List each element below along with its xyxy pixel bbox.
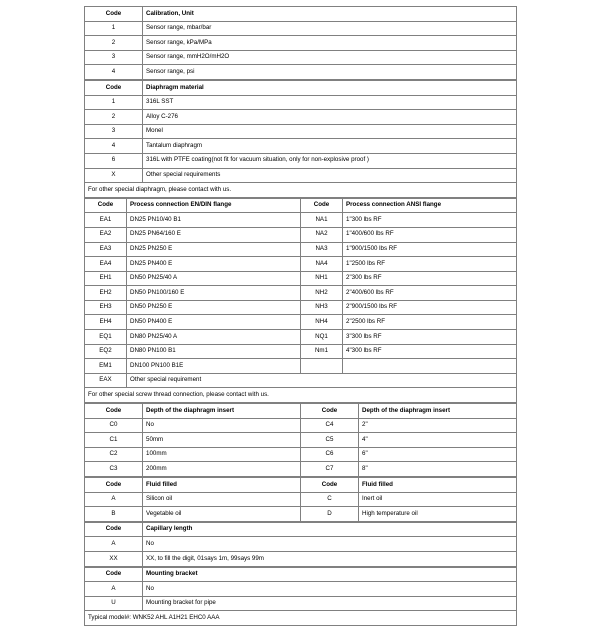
table-row (85, 286, 517, 301)
cell-description: Sensor range, mbar/bar (143, 21, 517, 36)
cell-description: No (143, 418, 301, 433)
table-row (85, 242, 517, 257)
cell-description-2: 8" (359, 462, 517, 477)
table-row (85, 168, 517, 183)
calibration-unit-table (84, 6, 517, 80)
process-connection-table (84, 198, 517, 403)
cell-description: Alloy C-276 (143, 110, 517, 125)
cell-description: Monel (143, 124, 517, 139)
cell-code-2: NA2 (301, 227, 343, 242)
table-row (85, 462, 517, 477)
table-row (85, 418, 517, 433)
cell-code: 6 (85, 153, 143, 168)
column-header-mounting-bracket: Mounting bracket (143, 567, 517, 582)
table-row (85, 359, 517, 374)
cell-code: A (85, 582, 143, 597)
cell-description-2: 4"300 lbs RF (343, 344, 517, 359)
cell-code-2: C4 (301, 418, 359, 433)
cell-code: EAX (85, 373, 127, 388)
cell-description-2: 3"300 lbs RF (343, 330, 517, 345)
table-row (85, 271, 517, 286)
cell-code: X (85, 168, 143, 183)
cell-code: EA3 (85, 242, 127, 257)
cell-code: EH1 (85, 271, 127, 286)
table-header-row (85, 567, 517, 582)
cell-code-2: NA1 (301, 213, 343, 228)
cell-description-2 (343, 359, 517, 374)
cell-description: Sensor range, mmH2O/mH2O (143, 50, 517, 65)
cell-code-2: NH3 (301, 300, 343, 315)
cell-code: C2 (85, 447, 143, 462)
column-header-fluid-filled-2: Fluid filled (359, 478, 517, 493)
table-row (85, 36, 517, 51)
table-row (85, 257, 517, 272)
table-row (85, 330, 517, 345)
cell-code: C0 (85, 418, 143, 433)
table-row (85, 227, 517, 242)
cell-description: DN25 PN400 E (127, 257, 301, 272)
cell-description: DN80 PN100 B1 (127, 344, 301, 359)
table-header-row (85, 478, 517, 493)
cell-code-2: NH4 (301, 315, 343, 330)
diaphragm-note: For other special diaphragm, please contact with us. (85, 183, 517, 198)
cell-code: 4 (85, 139, 143, 154)
table-header-row (85, 80, 517, 95)
cell-code-2: D (301, 507, 359, 522)
cell-description-2: 6" (359, 447, 517, 462)
table-row (85, 447, 517, 462)
cell-code-2: NA4 (301, 257, 343, 272)
cell-description: DN80 PN25/40 A (127, 330, 301, 345)
mounting-bracket-table (84, 567, 517, 626)
cell-description: DN25 PN64/160 E (127, 227, 301, 242)
column-header-code: Code (85, 404, 143, 419)
column-header-code: Code (85, 198, 127, 213)
cell-code: 3 (85, 50, 143, 65)
table-row (85, 213, 517, 228)
cell-code: EM1 (85, 359, 127, 374)
cell-code: 4 (85, 65, 143, 80)
cell-code: 1 (85, 95, 143, 110)
table-row (85, 596, 517, 611)
cell-code-2: NH1 (301, 271, 343, 286)
cell-description: DN50 PN25/40 A (127, 271, 301, 286)
diaphragm-material-table (84, 80, 517, 198)
typical-model-text: Typical model#: WNK52 AHL A1H21 EHC0 AAA (85, 611, 517, 626)
table-row (85, 492, 517, 507)
table-row (85, 153, 517, 168)
cell-code: EQ1 (85, 330, 127, 345)
table-row (85, 95, 517, 110)
cell-description-2: 2"900/1500 lbs RF (343, 300, 517, 315)
table-row (85, 551, 517, 566)
table-row (85, 373, 517, 388)
cell-description-2: 4" (359, 433, 517, 448)
cell-code: 1 (85, 21, 143, 36)
cell-code-2: C7 (301, 462, 359, 477)
cell-code: EA4 (85, 257, 127, 272)
table-row (85, 507, 517, 522)
table-header-row (85, 7, 517, 22)
table-header-row (85, 198, 517, 213)
cell-code: EH2 (85, 286, 127, 301)
table-note-row (85, 388, 517, 403)
cell-description: Vegetable oil (143, 507, 301, 522)
column-header-capillary-length: Capillary length (143, 522, 517, 537)
cell-code-2: Nm1 (301, 344, 343, 359)
capillary-length-table (84, 522, 517, 567)
cell-description: 316L SST (143, 95, 517, 110)
specification-sheet (84, 6, 516, 626)
table-row (85, 139, 517, 154)
cell-description: Silicon oil (143, 492, 301, 507)
cell-description: Sensor range, psi (143, 65, 517, 80)
column-header-code: Code (85, 567, 143, 582)
cell-description: DN50 PN400 E (127, 315, 301, 330)
cell-code: EQ2 (85, 344, 127, 359)
column-header-calibration-unit: Calibration, Unit (143, 7, 517, 22)
cell-description: No (143, 582, 517, 597)
column-header-code: Code (85, 80, 143, 95)
cell-code: EA2 (85, 227, 127, 242)
column-header-depth-2: Depth of the diaphragm insert (359, 404, 517, 419)
cell-code-2: C (301, 492, 359, 507)
cell-description: DN50 PN250 E (127, 300, 301, 315)
cell-description: 200mm (143, 462, 301, 477)
cell-description-2: Inert oil (359, 492, 517, 507)
cell-description-2: 1"400/600 lbs RF (343, 227, 517, 242)
fluid-filled-table (84, 477, 517, 522)
cell-code-2: NQ1 (301, 330, 343, 345)
cell-code: EA1 (85, 213, 127, 228)
cell-description: 316L with PTFE coating(not fit for vacuum situation, only for non-explosive proof ) (143, 153, 517, 168)
table-row (85, 124, 517, 139)
table-row (85, 315, 517, 330)
cell-code-2 (301, 359, 343, 374)
table-row (85, 50, 517, 65)
cell-description: Other special requirements (143, 168, 517, 183)
cell-code: C3 (85, 462, 143, 477)
cell-description: 50mm (143, 433, 301, 448)
cell-description: Other special requirement (127, 373, 517, 388)
table-row (85, 433, 517, 448)
cell-code: 3 (85, 124, 143, 139)
cell-code-2: C5 (301, 433, 359, 448)
cell-code: A (85, 492, 143, 507)
cell-code: C1 (85, 433, 143, 448)
cell-description: 100mm (143, 447, 301, 462)
cell-code: XX (85, 551, 143, 566)
cell-description: No (143, 537, 517, 552)
cell-description: DN25 PN250 E (127, 242, 301, 257)
cell-code: B (85, 507, 143, 522)
cell-code: U (85, 596, 143, 611)
cell-code: EH4 (85, 315, 127, 330)
cell-description: Tantalum diaphragm (143, 139, 517, 154)
column-header-code: Code (85, 478, 143, 493)
cell-description: DN25 PN10/40 B1 (127, 213, 301, 228)
cell-description-2: 1"2500 lbs RF (343, 257, 517, 272)
typical-model-row (85, 611, 517, 626)
cell-description-2: 2"400/600 lbs RF (343, 286, 517, 301)
table-header-row (85, 404, 517, 419)
column-header-endin-flange: Process connection EN/DIN flange (127, 198, 301, 213)
cell-description: XX, to fill the digit, 01says 1m, 99says 99m (143, 551, 517, 566)
cell-code: EH3 (85, 300, 127, 315)
cell-code-2: NH2 (301, 286, 343, 301)
table-row (85, 65, 517, 80)
table-row (85, 582, 517, 597)
column-header-depth: Depth of the diaphragm insert (143, 404, 301, 419)
table-row (85, 110, 517, 125)
cell-code-2: NA3 (301, 242, 343, 257)
column-header-code-2: Code (301, 478, 359, 493)
cell-description: Sensor range, kPa/MPa (143, 36, 517, 51)
column-header-diaphragm-material: Diaphragm material (143, 80, 517, 95)
cell-description-2: 2" (359, 418, 517, 433)
cell-code: 2 (85, 36, 143, 51)
table-row (85, 21, 517, 36)
table-note-row (85, 183, 517, 198)
cell-description-2: 2"2500 lbs RF (343, 315, 517, 330)
column-header-code-2: Code (301, 198, 343, 213)
table-row (85, 344, 517, 359)
process-connection-note: For other special screw thread connection, please contact with us. (85, 388, 517, 403)
diaphragm-insert-depth-table (84, 403, 517, 477)
column-header-code: Code (85, 522, 143, 537)
cell-code: 2 (85, 110, 143, 125)
cell-description-2: 1"900/1500 lbs RF (343, 242, 517, 257)
cell-description: DN50 PN100/160 E (127, 286, 301, 301)
cell-description-2: High temperature oil (359, 507, 517, 522)
column-header-code: Code (85, 7, 143, 22)
cell-description-2: 2"300 lbs RF (343, 271, 517, 286)
column-header-code-2: Code (301, 404, 359, 419)
cell-description-2: 1"300 lbs RF (343, 213, 517, 228)
column-header-ansi-flange: Process connection ANSI flange (343, 198, 517, 213)
table-row (85, 537, 517, 552)
table-row (85, 300, 517, 315)
cell-code: A (85, 537, 143, 552)
cell-description: Mounting bracket for pipe (143, 596, 517, 611)
cell-description: DN100 PN100 B1E (127, 359, 301, 374)
table-header-row (85, 522, 517, 537)
cell-code-2: C6 (301, 447, 359, 462)
column-header-fluid-filled: Fluid filled (143, 478, 301, 493)
